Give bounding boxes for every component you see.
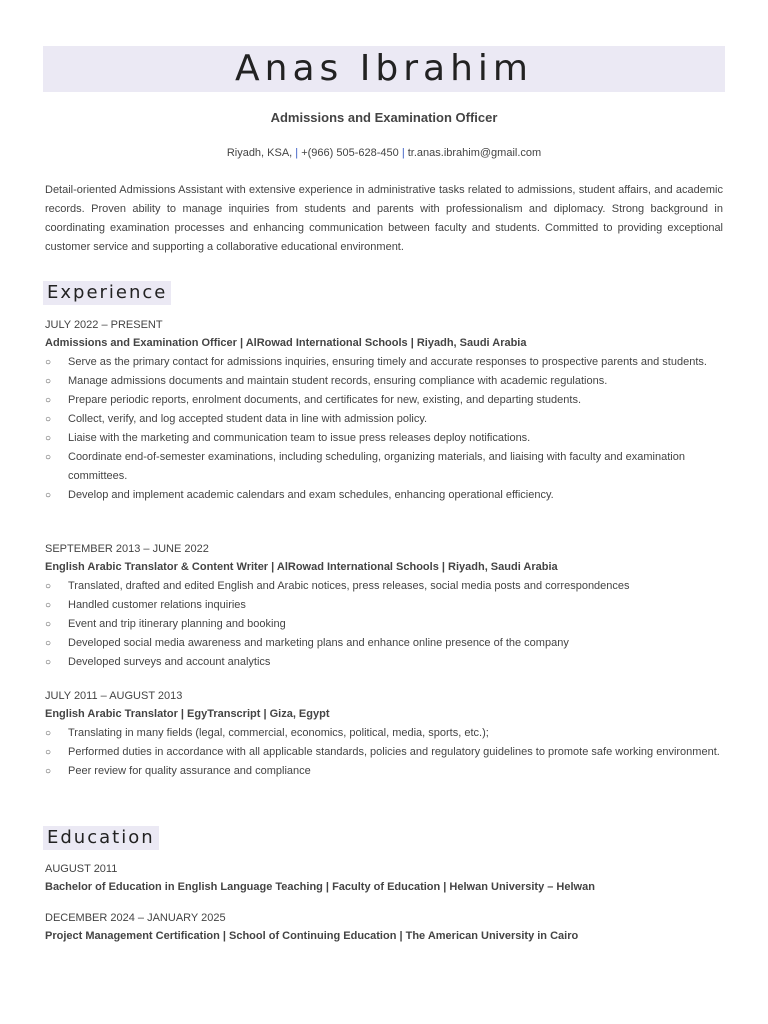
job-bullets: [45, 577, 725, 672]
job-role: English Arabic Translator & Content Writer | AlRowad International Schools | Riyadh, Saudi Arabia: [45, 561, 558, 573]
bullet-item: [45, 634, 725, 653]
bullet-item: [45, 615, 725, 634]
bullet-text: Developed surveys and account analytics: [68, 656, 271, 668]
job-date: JULY 2022 – PRESENT: [45, 319, 163, 331]
education-entry: [45, 861, 725, 897]
job-bullets: [45, 353, 725, 505]
job-bullets: [45, 724, 725, 781]
circle-bullet-icon: ○: [45, 619, 52, 630]
job-role: English Arabic Translator | EgyTranscript | Giza, Egypt: [45, 708, 330, 720]
circle-bullet-icon: ○: [45, 414, 52, 425]
job-entry: [45, 688, 725, 781]
education-heading: Education: [43, 826, 159, 850]
bullet-item: [45, 372, 725, 391]
bullet-item: [45, 429, 725, 448]
circle-bullet-icon: ○: [45, 638, 52, 649]
bullet-text: Develop and implement academic calendars and exam schedules, enhancing operational efficiency.: [68, 489, 554, 501]
phone: +(966) 505-628-450: [301, 147, 399, 159]
circle-bullet-icon: ○: [45, 657, 52, 668]
bullet-item: [45, 762, 725, 781]
bullet-item: [45, 596, 725, 615]
bullet-item: [45, 486, 725, 505]
bullet-text: Collect, verify, and log accepted student data in line with admission policy.: [68, 413, 428, 425]
job-entry: [45, 317, 725, 505]
bullet-item: [45, 577, 725, 596]
contact-line: [0, 147, 768, 159]
candidate-name: Anas Ibrahim: [235, 48, 533, 89]
circle-bullet-icon: ○: [45, 433, 52, 444]
education-date: DECEMBER 2024 – JANUARY 2025: [45, 912, 226, 924]
separator: |: [401, 147, 405, 159]
circle-bullet-icon: ○: [45, 728, 52, 739]
bullet-item: [45, 353, 725, 372]
circle-bullet-icon: ○: [45, 581, 52, 592]
bullet-text: Event and trip itinerary planning and booking: [68, 618, 286, 630]
job-role: Admissions and Examination Officer | AlRowad International Schools | Riyadh, Saudi Arabia: [45, 337, 527, 349]
bullet-item: [45, 448, 725, 486]
bullet-item: [45, 410, 725, 429]
bullet-item: [45, 653, 725, 672]
name-banner: [43, 46, 725, 92]
circle-bullet-icon: ○: [45, 452, 52, 463]
circle-bullet-icon: ○: [45, 376, 52, 387]
bullet-text: Handled customer relations inquiries: [68, 599, 246, 611]
bullet-text: Liaise with the marketing and communication team to issue press releases deploy notifications.: [68, 432, 531, 444]
bullet-text: Serve as the primary contact for admissions inquiries, ensuring timely and accurate responses to prospective parents and students.: [68, 356, 707, 368]
bullet-text: Performed duties in accordance with all applicable standards, policies and regulatory guidelines to promote safe working environment.: [68, 746, 720, 758]
job-date: SEPTEMBER 2013 – JUNE 2022: [45, 543, 209, 555]
education-entry: [45, 910, 725, 946]
experience-heading: Experience: [43, 281, 171, 305]
bullet-text: Manage admissions documents and maintain student records, ensuring compliance with academic regulations.: [68, 375, 608, 387]
circle-bullet-icon: ○: [45, 357, 52, 368]
location: Riyadh, KSA,: [226, 147, 293, 159]
summary: Detail-oriented Admissions Assistant with extensive experience in administrative tasks related to admissions, student affairs, and academic records. Proven ability to manage inquiries from students and parents with professionalism and diplomacy. Strong background in coordinating examination processes and enhancing communication between faculty and students. Committed to providing exceptional customer service and supporting a collaborative educational environment.: [45, 184, 723, 253]
bullet-text: Translated, drafted and edited English and Arabic notices, press releases, social media posts and correspondences: [68, 580, 630, 592]
bullet-item: [45, 724, 725, 743]
bullet-text: Translating in many fields (legal, commercial, economics, political, media, sports, etc.);: [68, 727, 489, 739]
bullet-item: [45, 391, 725, 410]
bullet-text: Developed social media awareness and marketing plans and enhance online presence of the company: [68, 637, 569, 649]
job-title: Admissions and Examination Officer: [270, 110, 498, 125]
job-date: JULY 2011 – AUGUST 2013: [45, 690, 183, 702]
bullet-item: [45, 743, 725, 762]
bullet-text: Coordinate end-of-semester examinations, including scheduling, organizing materials, and liaising with faculty and examination committees.: [68, 451, 685, 482]
circle-bullet-icon: ○: [45, 766, 52, 777]
education-degree: Project Management Certification | School of Continuing Education | The American University in Cairo: [45, 930, 579, 942]
circle-bullet-icon: ○: [45, 395, 52, 406]
job-entry: [45, 541, 725, 672]
education-degree: Bachelor of Education in English Language Teaching | Faculty of Education | Helwan University – Helwan: [45, 881, 595, 893]
bullet-text: Prepare periodic reports, enrolment documents, and certificates for new, existing, and departing students.: [68, 394, 582, 406]
email-link[interactable]: tr.anas.ibrahim@gmail.com: [407, 147, 542, 159]
separator: |: [295, 147, 299, 159]
bullet-text: Peer review for quality assurance and compliance: [68, 765, 311, 777]
circle-bullet-icon: ○: [45, 747, 52, 758]
circle-bullet-icon: ○: [45, 490, 52, 501]
education-date: AUGUST 2011: [45, 863, 118, 875]
circle-bullet-icon: ○: [45, 600, 52, 611]
